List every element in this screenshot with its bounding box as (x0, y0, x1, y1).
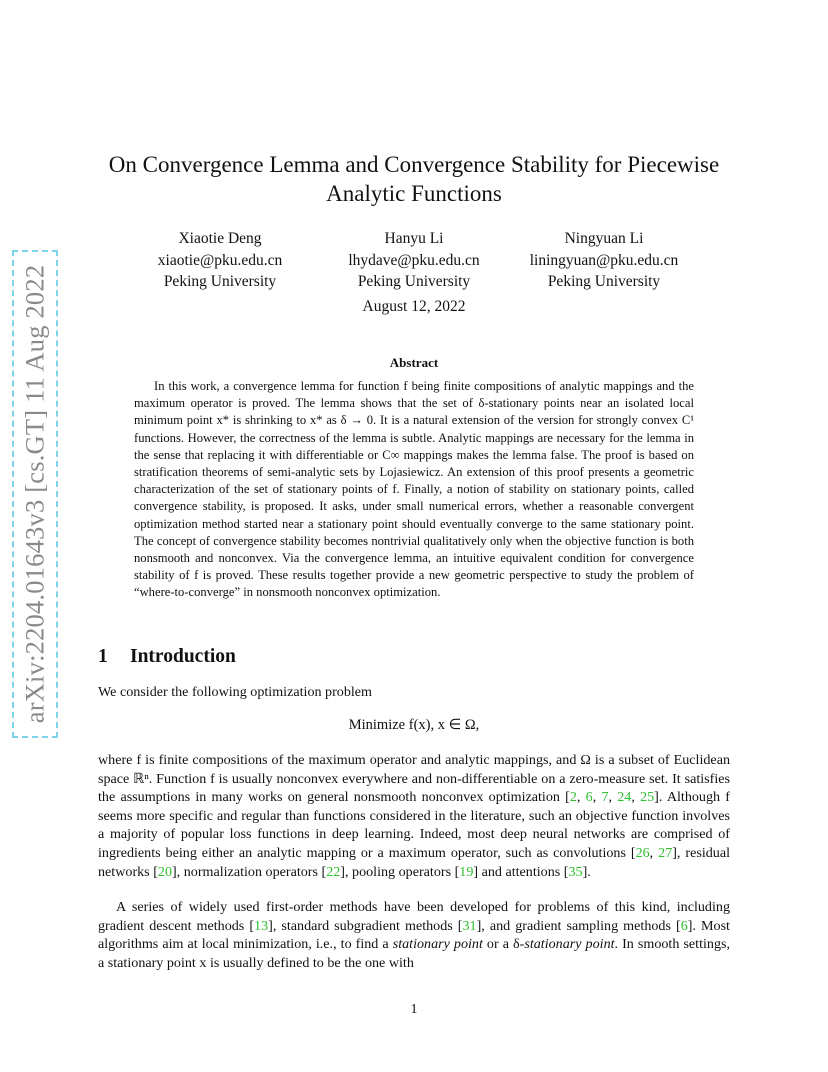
arxiv-identifier: arXiv:2204.01643v3 [cs.GT] 11 Aug 2022 (19, 264, 50, 724)
abstract-text: In this work, a convergence lemma for function f being finite compositions of analytic mappings and the maximum operator is proved. The lemma shows that the set of δ-stationary points near an isolated local minimum point x* is shrinking to x* as δ → 0. It is a natural extension of the version for strongly convex C¹ functions. However, the correctness of the lemma is subtle. Analytic mappings are necessary for the lemma in the sense that replacing it with differentiable or C∞ mappings makes the lemma false. The proof is based on stratification theorems of semi-analytic sets by Lojasiewicz. An extension of this proof presents a geometric characterization of the set of stationary points of f. Finally, a notion of stability on stationary points, called convergence stability, is proposed. It asks, under small numerical errors, whether a reasonable convergent optimization method started near a stationary point should eventually converge to the same stationary point. The concept of convergence stability becomes nontrivial qualitatively only when the objective function is both nonsmooth and nonconvex. Via the convergence lemma, an intuitive equivalent condition for convergence stability of f is proved. These results together provide a new geometric perspective to study the problem of “where-to-converge” in nonsmooth nonconvex optimization. (134, 379, 694, 600)
author-2 (314, 228, 514, 293)
author-affiliation: Peking University (163, 273, 277, 290)
abstract-heading: Abstract (389, 355, 439, 370)
paper-title: On Convergence Lemma and Convergence Stability for Piecewise Analytic Functions (108, 152, 720, 206)
intro-lead-text: We consider the following optimization problem (98, 684, 373, 700)
author-email[interactable]: lhydave@pku.edu.cn (348, 251, 480, 269)
section-number: 1 (98, 646, 108, 667)
citation-link[interactable]: 27 (658, 844, 673, 861)
citation-link[interactable]: 19 (459, 863, 474, 880)
publication-date: August 12, 2022 (362, 298, 466, 315)
emphasis-term: stationary point (524, 936, 615, 953)
section-heading (98, 646, 236, 668)
citation-link[interactable]: 2 (569, 789, 577, 806)
citation-link[interactable]: 35 (568, 863, 583, 880)
section-title: Introduction (130, 646, 236, 667)
author-name: Ningyuan Li (564, 230, 644, 247)
author-affiliation: Peking University (547, 273, 661, 290)
citation-link[interactable]: 26 (635, 844, 650, 861)
author-affiliation: Peking University (357, 273, 471, 290)
optimization-equation: Minimize f(x), x ∈ Ω, (348, 717, 480, 733)
citation-link[interactable]: 13 (254, 917, 269, 934)
author-3 (504, 228, 704, 293)
citation-link[interactable]: 6 (680, 917, 688, 934)
citation-link[interactable]: 24 (617, 789, 632, 806)
citation-link[interactable]: 7 (601, 789, 609, 806)
author-1 (120, 228, 320, 293)
author-email[interactable]: liningyuan@pku.edu.cn (529, 251, 679, 269)
page-number: 1 (410, 1002, 418, 1017)
citation-link[interactable]: 22 (326, 863, 341, 880)
intro-paragraph-2: A series of widely used first-order methods have been developed for problems of this kind, including gradient descent methods [13], standard subgradient methods [31], and gradient sampling methods [6]. Most algorithms aim at local minimization, i.e., to find a stationary point or a δ-stationary point. In smooth settings, a stationary point x is usually defined to be the one with (98, 899, 731, 971)
citation-link[interactable]: 20 (157, 863, 172, 880)
intro-paragraph-1: where f is finite compositions of the maximum operator and analytic mappings, and Ω is a subset of Euclidean space ℝⁿ. Function f is usually nonconvex everywhere and non-differentiable on a zero-measure set. It satisfies the assumptions in many works on general nonsmooth nonconvex optimization [2, 6, 7, 24, 25]. Although f seems more specific and regular than functions considered in the literature, such an objective function involves a majority of popular loss functions in deep learning. Indeed, most deep neural networks are comprised of ingredients being either an analytic mapping or a maximum operator, such as convolutions [26, 27], residual networks [20], normalization operators [22], pooling operators [19] and attentions [35]. (98, 752, 731, 880)
author-name: Hanyu Li (384, 230, 444, 247)
author-name: Xiaotie Deng (178, 230, 262, 247)
citation-link[interactable]: 6 (585, 789, 593, 806)
citation-link[interactable]: 31 (462, 917, 477, 934)
arxiv-side-stamp[interactable] (12, 250, 58, 738)
emphasis-term: stationary point (392, 936, 483, 953)
author-email[interactable]: xiaotie@pku.edu.cn (157, 251, 283, 269)
citation-link[interactable]: 25 (640, 789, 655, 806)
